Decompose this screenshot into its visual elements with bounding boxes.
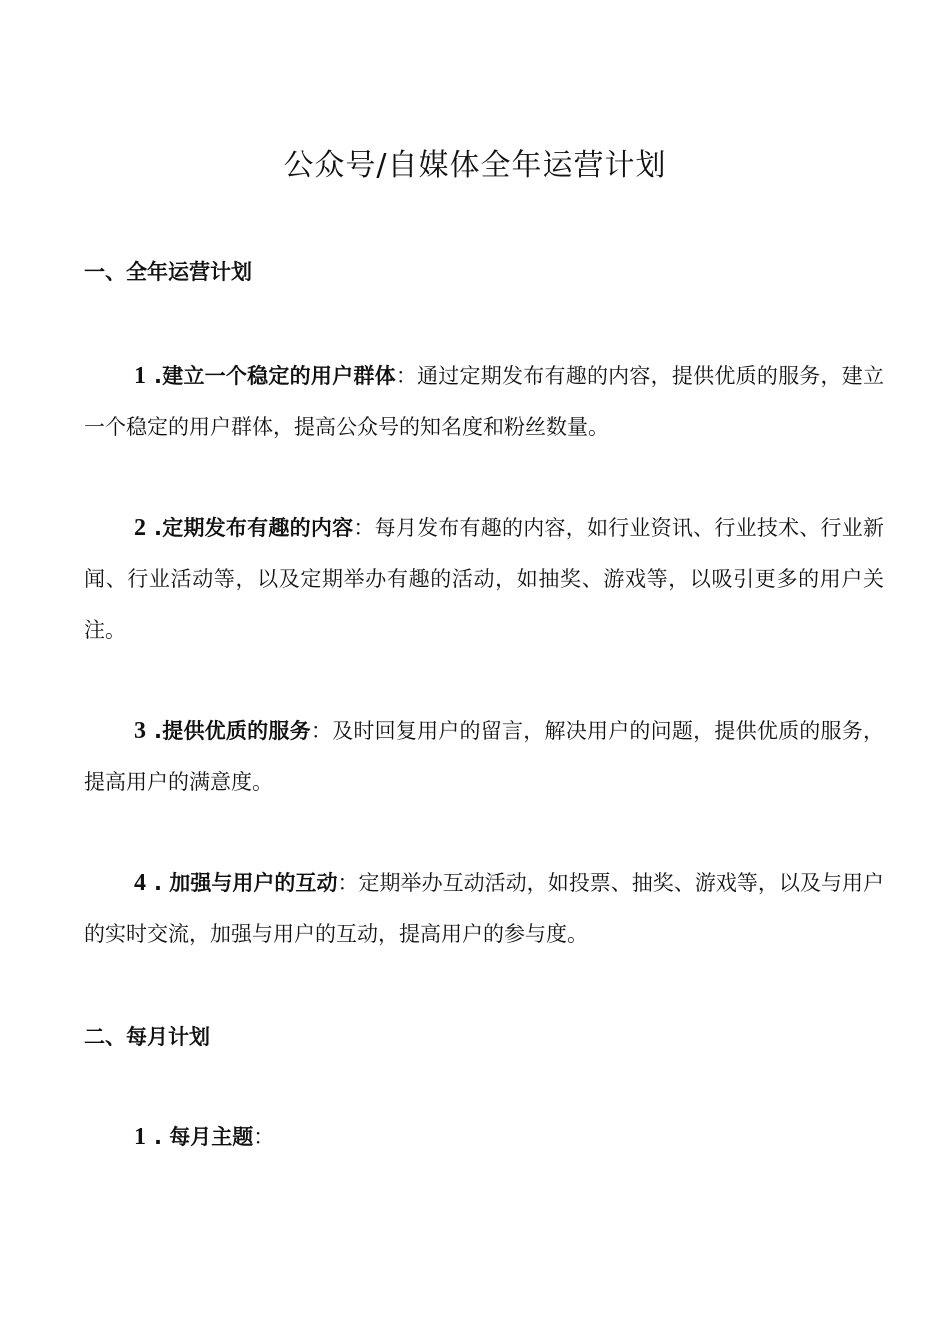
item-number: 1 xyxy=(134,1124,146,1150)
item-number: 1 xyxy=(134,363,146,389)
section-heading-monthly-plan: 二、每月计划 xyxy=(84,1025,210,1049)
plan-item-4 xyxy=(84,858,884,960)
item-colon: ： xyxy=(395,364,418,388)
plan-item-1 xyxy=(84,351,884,453)
item-colon: ： xyxy=(310,719,333,743)
item-body: 及时回复用户的留言，解决用户的问题，提供优质的服务，提高用户的满意度。 xyxy=(84,719,885,794)
item-title: .定期发布有趣的内容 xyxy=(154,516,354,540)
item-number: 2 xyxy=(134,515,146,541)
monthly-item-1 xyxy=(84,1112,884,1163)
item-title: . 每月主题 xyxy=(154,1125,254,1149)
item-title: . 加强与用户的互动 xyxy=(154,871,338,895)
item-colon: ： xyxy=(253,1125,275,1149)
item-colon: ： xyxy=(337,871,359,895)
item-number: 3 xyxy=(134,718,146,744)
item-title: .建立一个稳定的用户群体 xyxy=(154,364,396,388)
item-body: 定期举办互动活动，如投票、抽奖、游戏等，以及与用户的实时交流，加强与用户的互动，提高用户的参与度。 xyxy=(84,871,885,946)
plan-item-3 xyxy=(84,706,884,808)
item-body: 每月发布有趣的内容，如行业资讯、行业技术、行业新闻、行业活动等，以及定期举办有趣的活动，如抽奖、游戏等，以吸引更多的用户关注。 xyxy=(84,516,885,642)
plan-item-2 xyxy=(84,503,884,656)
item-colon: ： xyxy=(353,516,375,540)
document-title: 公众号/自媒体全年运营计划 xyxy=(283,148,667,183)
section-heading-annual-plan: 一、全年运营计划 xyxy=(84,260,252,284)
item-body: 通过定期发布有趣的内容，提供优质的服务，建立一个稳定的用户群体，提高公众号的知名度和粉丝数量。 xyxy=(84,364,885,439)
item-title: .提供优质的服务 xyxy=(154,719,311,743)
item-number: 4 xyxy=(134,870,146,896)
